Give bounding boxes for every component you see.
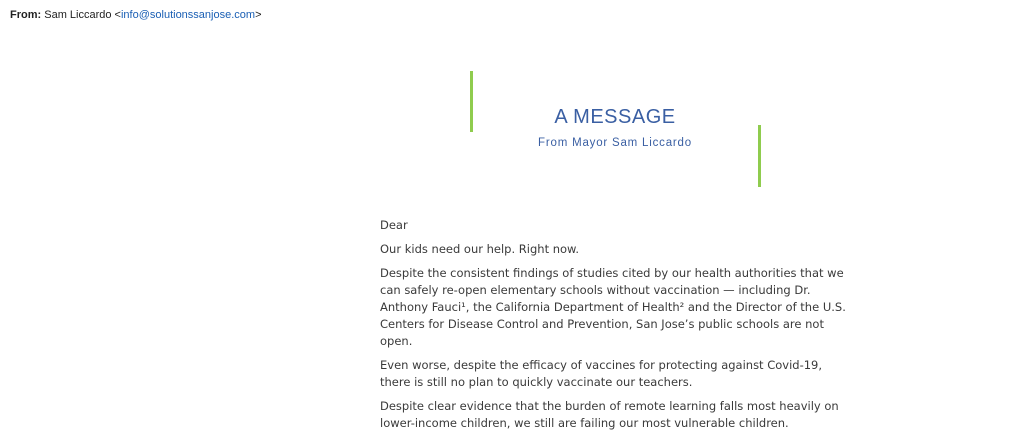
message-body (380, 217, 856, 439)
paragraph: Even worse, despite the efficacy of vaccines for protecting against Covid-19, there is still no plan to quickly vaccinate our teachers. (380, 358, 823, 389)
paragraph: Our kids need our help. Right now. (380, 242, 580, 256)
banner-title: A MESSAGE (554, 106, 676, 128)
greeting: Dear (380, 218, 408, 232)
email-from-line: From: Sam Liccardo <info@solutionssanjose.com> (10, 9, 262, 21)
paragraph: Despite clear evidence that the burden of remote learning falls most heavily on lower-income children, we still are failing our most vulnerable children. (380, 399, 839, 430)
accent-bar-right (758, 125, 761, 187)
banner-subtitle: From Mayor Sam Liccardo (538, 137, 692, 149)
from-label: From: (10, 9, 42, 21)
sender-name: Sam Liccardo (44, 9, 112, 21)
sender-email-link[interactable]: info@solutionssanjose.com (120, 9, 256, 21)
paragraph: Despite the consistent findings of studies cited by our health authorities that we can safely re-open elementary schools without vaccination — including Dr. Anthony Fauci¹, the California Department of Health² and the Director of the U.S. Centers for Disease Control and Prevention, San Jose’s public schools are not open. (380, 266, 846, 348)
